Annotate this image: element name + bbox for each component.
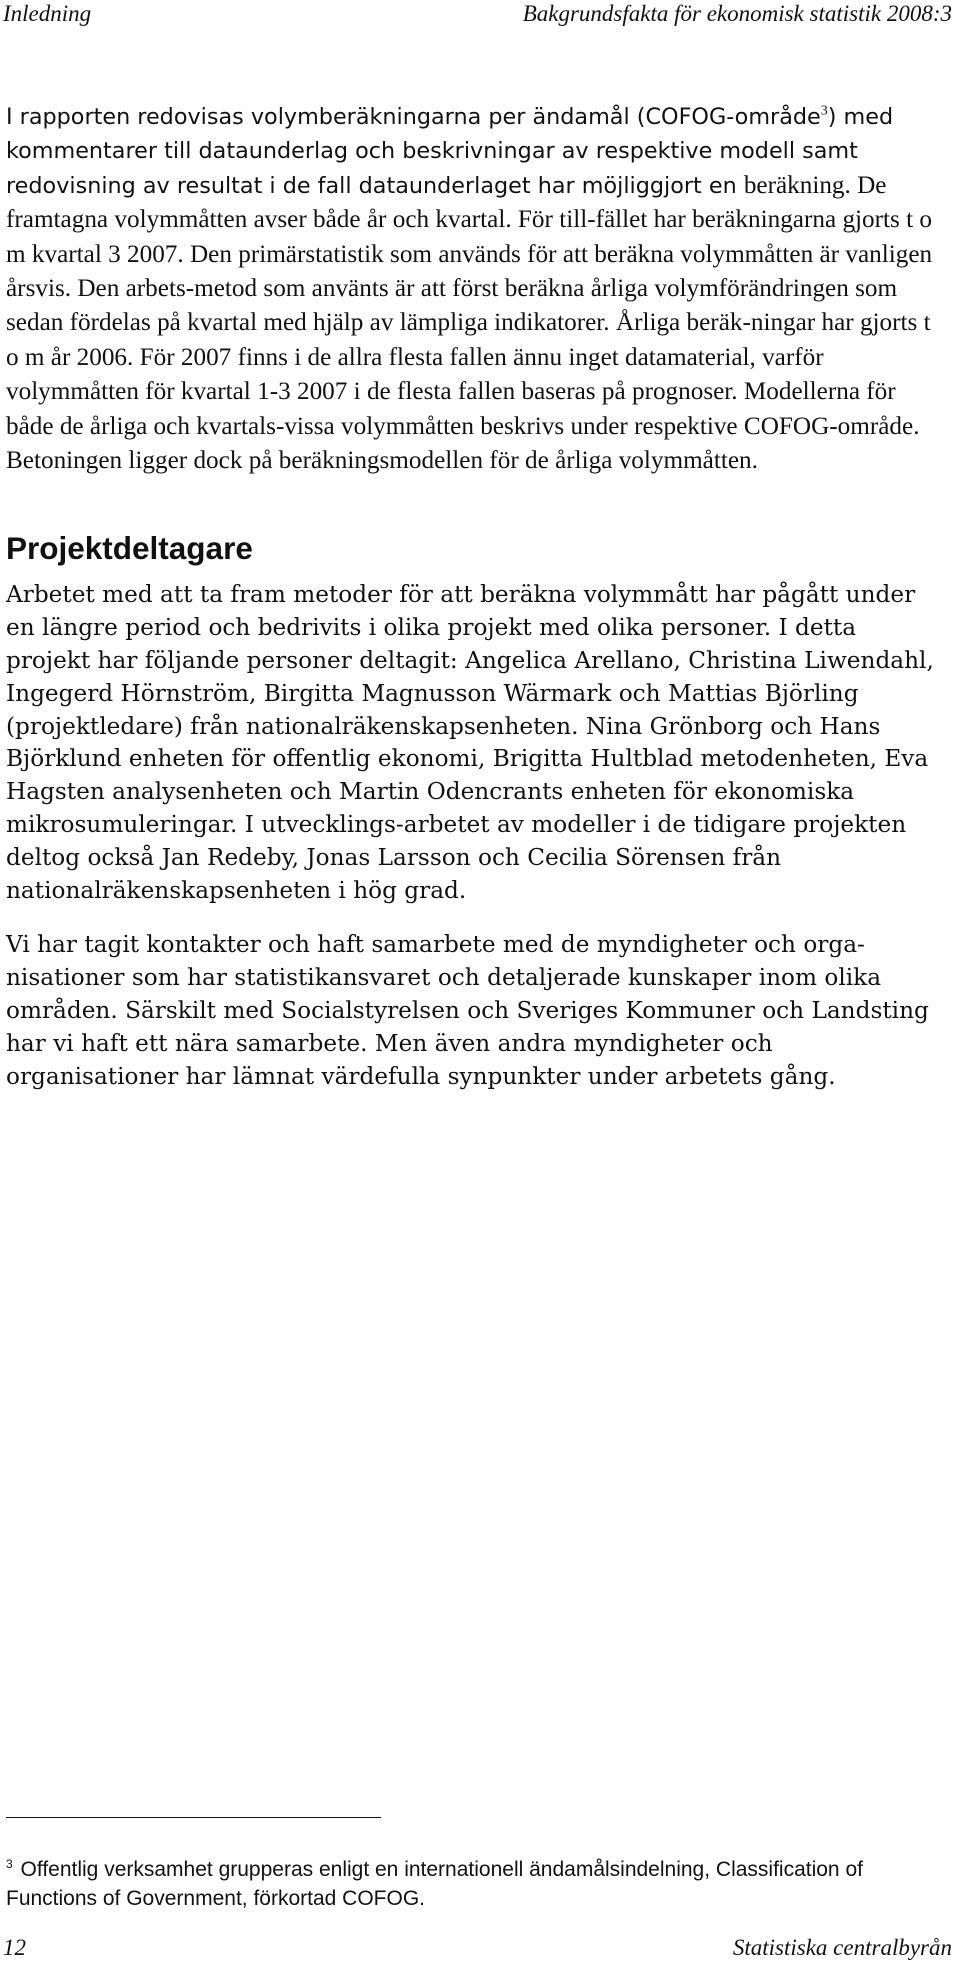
- section-paragraph-1: Arbetet med att ta fram metoder för att beräkna volymmått har pågått under en längre period och bedrivits i olika projekt med olika personer. I detta projekt har följande personer deltagit: Angelica Arellano, Christina Liwendahl, Ingegerd Hörnström, Birgitta Magnusson Wärmark och Mattias Björling (projektledare) från nationalräkenskapsenheten. Nina Grönborg och Hans Björklund enheten för offentlig ekonomi, Brigitta Hultblad metodenheten, Eva Hagsten analysenheten och Martin Odencrants enheten för ekonomiska mikrosumuleringar. I utvecklings-arbetet av modeller i de tidigare projekten deltog också Jan Redeby, Jonas Larsson och Cecilia Sörensen från nationalräkenskapsenheten i hög grad.: [6, 581, 934, 904]
- intro-text-part-3: beräkning. De framtagna volymmåtten avser både år och kvartal. För till-fället har beräkningarna gjorts t o m kvartal 3 2007. Den primärstatistik som används för att beräkna volymmåtten är vanligen årsvis. Den arbets-metod som använts är att först beräkna årliga volymförändringen som sedan fördelas på kvartal med hjälp av lämpliga indikatorer. Årliga beräk-ningar har gjorts t o m år 2006. För 2007 finns i de allra flesta fallen ännu inget datamaterial, varför volymmåtten för kvartal 1-3 2007 i de flesta fallen baseras på prognoser. Modellerna för både de årliga och kvartals-vissa volymmåtten beskrivs under respektive COFOG-område. Betoningen ligger dock på beräkningsmodellen för de årliga volymmåtten.: [6, 171, 933, 475]
- intro-text-part-2: ) med kommentarer till dataunderlag och beskrivningar av respektive modell samt redovisning av resultat i de fall dataunderlaget har möjliggjort en: [6, 104, 894, 199]
- intro-text-part-1: I rapporten redovisas volymberäkningarna per ändamål (COFOG-område: [6, 104, 821, 130]
- footnote: [6, 1855, 946, 1913]
- section-heading: Projektdeltagare: [6, 530, 253, 567]
- publisher-name: Statistiska centralbyrån: [732, 1935, 952, 1960]
- main-content: [6, 100, 946, 1093]
- section-paragraph-2: Vi har tagit kontakter och haft samarbete med de myndigheter och orga-nisationer som har statistikansvaret och detaljerade kunskaper inom olika områden. Särskilt med Socialstyrelsen och Sveriges Kommuner och Landsting har vi haft ett nära samarbete. Men även andra myndigheter och organisationer har lämnat värdefulla synpunkter under arbetets gång.: [6, 931, 929, 1090]
- footnote-divider: [6, 1817, 381, 1818]
- header-publication-title: Bakgrundsfakta för ekonomisk statistik 2008:3: [522, 1, 952, 26]
- footnote-text: Offentlig verksamhet grupperas enligt en internationell ändamålsindelning, Classification of Functions of Government, förkortad COFOG.: [6, 1858, 863, 1910]
- header-section-title: Inledning: [3, 1, 92, 26]
- footnote-mark: 3: [6, 1857, 13, 1871]
- running-header: [3, 0, 952, 40]
- footnote-reference[interactable]: 3: [820, 103, 828, 119]
- running-footer: [3, 1934, 952, 1962]
- intro-paragraph: [6, 100, 946, 478]
- page-number: 12: [3, 1935, 26, 1960]
